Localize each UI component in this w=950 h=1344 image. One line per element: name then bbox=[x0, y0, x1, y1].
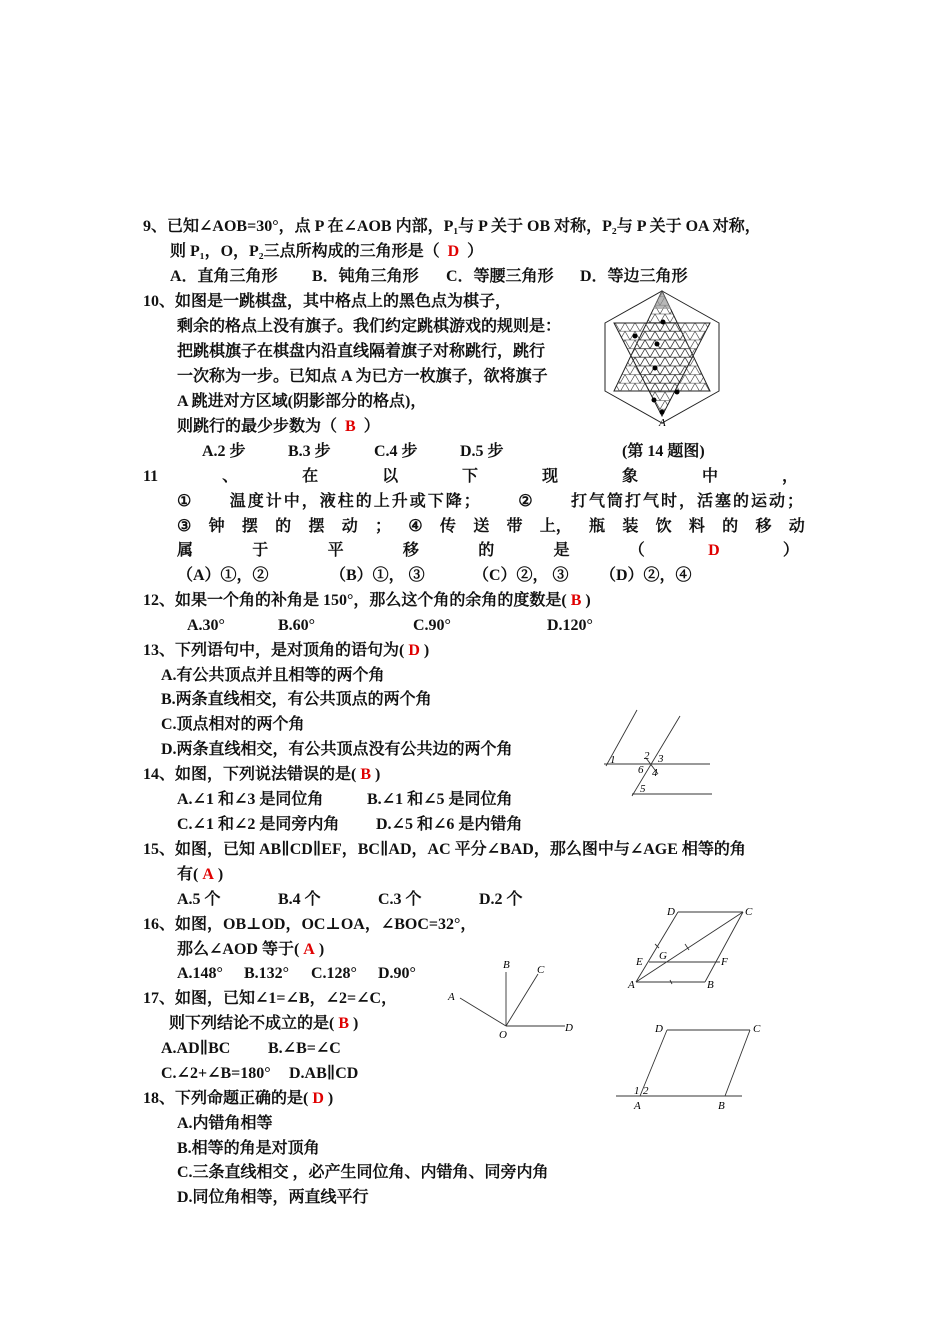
svg-text:O: O bbox=[499, 1029, 507, 1041]
svg-text:G: G bbox=[659, 950, 667, 962]
q12-option-d: D.120° bbox=[547, 617, 593, 634]
q14-option-d: D.∠5 和∠6 是内错角 bbox=[376, 816, 523, 833]
q11-stem-2: ① 温度计中，液柱的上升或下降； ② 打气筒打气时，活塞的运动； bbox=[177, 493, 805, 510]
q9-stem-2: 则 P₁，O，P₂三点所构成的三角形是（ D ） bbox=[170, 243, 484, 260]
q18-option-a: A.内错角相等 bbox=[177, 1115, 273, 1132]
q15-option-b: B.4 个 bbox=[278, 891, 321, 908]
q13-option-c: C.顶点相对的两个角 bbox=[161, 716, 305, 733]
q16-stem-2: 那么∠AOD 等于( A ) bbox=[177, 941, 325, 958]
q9-option-d: D．等边三角形 bbox=[580, 268, 688, 285]
q17-option-c: C.∠2+∠B=180° bbox=[161, 1065, 271, 1082]
q12-option-a: A.30° bbox=[187, 617, 225, 634]
q15-option-c: C.3 个 bbox=[378, 891, 422, 908]
q14-parallel-lines-figure bbox=[600, 706, 720, 798]
q14-answer: B bbox=[360, 766, 372, 783]
q11-answer: D bbox=[708, 542, 720, 559]
q16-option-d: D.90° bbox=[378, 965, 416, 982]
q11-option-b: （B）①， ③ bbox=[330, 567, 425, 584]
q10-option-c: C.4 步 bbox=[374, 443, 418, 460]
q10-stem-4: 一次称为一步。已知点 A 为已方一枚旗子，欲将旗子 bbox=[177, 368, 548, 385]
svg-text:D: D bbox=[655, 1023, 663, 1035]
q13-option-a: A.有公共顶点并且相等的两个角 bbox=[161, 667, 385, 684]
q17-option-b: B.∠B=∠C bbox=[268, 1040, 341, 1057]
svg-text:1: 1 bbox=[634, 1085, 640, 1097]
q13-answer: D bbox=[408, 642, 420, 659]
q15-stem: 15、如图，已知 AB∥CD∥EF，BC∥AD，AC 平分∠BAD，那么图中与∠AGE 相等的角 bbox=[143, 841, 746, 858]
q10-option-d: D.5 步 bbox=[460, 443, 504, 460]
q17-answer: B bbox=[338, 1015, 350, 1032]
svg-text:A: A bbox=[634, 1100, 641, 1112]
svg-text:D: D bbox=[565, 1022, 573, 1034]
q15-stem-2: 有( A ) bbox=[177, 866, 224, 883]
q11-stem-4: 属 于 平 移 的 是 （ D ） bbox=[177, 542, 799, 559]
q18-option-b: B.相等的角是对顶角 bbox=[177, 1140, 320, 1157]
q16-stem: 16、如图，OB⊥OD，OC⊥OA，∠BOC=32°， bbox=[143, 916, 477, 933]
svg-text:A: A bbox=[628, 979, 635, 991]
q14-stem: 14、如图，下列说法错误的是( B ) bbox=[143, 766, 381, 783]
svg-text:B: B bbox=[503, 959, 510, 971]
q12-answer: B bbox=[570, 592, 582, 609]
q18-answer: D bbox=[312, 1090, 324, 1107]
q17-stem-2: 则下列结论不成立的是( B ) bbox=[169, 1015, 359, 1032]
q16-answer: A bbox=[303, 941, 315, 958]
q10-stem-2: 剩余的格点上没有旗子。我们约定跳棋游戏的规则是： bbox=[177, 318, 562, 335]
q9-option-a: A．直角三角形 bbox=[170, 268, 278, 285]
q13-stem: 13、下列语句中，是对顶角的语句为( D ) bbox=[143, 642, 430, 659]
q12-stem: 12、如果一个角的补角是 150°，那么这个角的余角的度数是( B ) bbox=[143, 592, 591, 609]
q15-option-a: A.5 个 bbox=[177, 891, 221, 908]
q15-parallelogram-figure bbox=[625, 902, 760, 992]
svg-text:D: D bbox=[667, 906, 675, 918]
svg-text:E: E bbox=[636, 956, 643, 968]
svg-text:F: F bbox=[721, 956, 728, 968]
q10-stem-3: 把跳棋旗子在棋盘内沿直线隔着旗子对称跳行，跳行 bbox=[177, 343, 546, 360]
svg-text:3: 3 bbox=[658, 753, 664, 765]
q10-option-a: A.2 步 bbox=[202, 443, 246, 460]
q17-stem: 17、如图，已知∠1=∠B，∠2=∠C， bbox=[143, 990, 398, 1007]
q9-stem: 9、已知∠AOB=30°，点 P 在∠AOB 内部，P₁与 P 关于 OB 对称，P₂与 P 关于 OA 对称， bbox=[143, 218, 761, 235]
q18-option-c: C.三条直线相交 ，必产生同位角、内错角、同旁内角 bbox=[177, 1164, 549, 1181]
svg-text:C: C bbox=[537, 964, 545, 976]
svg-text:2: 2 bbox=[644, 750, 650, 762]
q14-option-b: B.∠1 和∠5 是同位角 bbox=[367, 791, 513, 808]
point-a-label: A bbox=[659, 417, 666, 429]
q9-option-b: B．钝角三角形 bbox=[312, 268, 419, 285]
q11-option-d: （D）②，④ bbox=[600, 567, 692, 584]
q10-stem-6: 则跳行的最少步数为（ B ） bbox=[177, 418, 380, 435]
svg-text:C: C bbox=[745, 906, 753, 918]
q16-option-c: C.128° bbox=[311, 965, 357, 982]
q11-option-c: （C）②， ③ bbox=[473, 567, 569, 584]
q10-stem-5: A 跳进对方区域(阴影部分的格点)， bbox=[177, 393, 427, 410]
q12-option-b: B.60° bbox=[278, 617, 316, 634]
q12-option-c: C.90° bbox=[413, 617, 451, 634]
q11-option-a: （A）①，② bbox=[177, 567, 269, 584]
q16-angle-figure bbox=[445, 956, 580, 1041]
q15-option-d: D.2 个 bbox=[479, 891, 523, 908]
q9-option-c: C．等腰三角形 bbox=[446, 268, 554, 285]
svg-text:5: 5 bbox=[640, 783, 646, 795]
q10-answer: B bbox=[345, 418, 356, 435]
q10-stem: 10、如图是一跳棋盘，其中格点上的黑色点为棋子， bbox=[143, 293, 512, 310]
q17-quadrilateral-figure bbox=[612, 1018, 767, 1113]
q13-option-b: B.两条直线相交，有公共顶点的两个角 bbox=[161, 691, 432, 708]
svg-text:2: 2 bbox=[643, 1085, 649, 1097]
svg-text:B: B bbox=[707, 979, 714, 991]
q16-option-a: A.148° bbox=[177, 965, 223, 982]
q14-option-a: A.∠1 和∠3 是同位角 bbox=[177, 791, 324, 808]
svg-text:4: 4 bbox=[652, 767, 658, 779]
chinese-checkers-board-figure bbox=[600, 288, 724, 430]
svg-text:B: B bbox=[718, 1100, 725, 1112]
q15-answer: A bbox=[202, 866, 214, 883]
svg-text:1: 1 bbox=[610, 754, 616, 766]
q14-option-c: C.∠1 和∠2 是同旁内角 bbox=[177, 816, 340, 833]
q17-option-a: A.AD∥BC bbox=[161, 1040, 231, 1057]
q10-figure-caption: (第 14 题图) bbox=[622, 443, 705, 460]
q18-stem: 18、下列命题正确的是( D ) bbox=[143, 1090, 334, 1107]
q16-option-b: B.132° bbox=[244, 965, 290, 982]
q17-option-d: D.AB∥CD bbox=[289, 1065, 359, 1082]
q10-option-b: B.3 步 bbox=[288, 443, 331, 460]
q18-option-d: D.同位角相等，两直线平行 bbox=[177, 1189, 369, 1206]
q13-option-d: D.两条直线相交，有公共顶点没有公共边的两个角 bbox=[161, 741, 513, 758]
q11-stem-3: ③ 钟 摆 的 摆 动 ； ④ 传 送 带 上， 瓶 装 饮 料 的 移 动 bbox=[177, 518, 805, 535]
svg-text:C: C bbox=[753, 1023, 761, 1035]
svg-text:A: A bbox=[448, 991, 455, 1003]
svg-text:6: 6 bbox=[638, 764, 644, 776]
q11-stem: 11 、 在 以 下 现 象 中 ， bbox=[143, 468, 798, 485]
q9-answer: D bbox=[447, 243, 460, 260]
